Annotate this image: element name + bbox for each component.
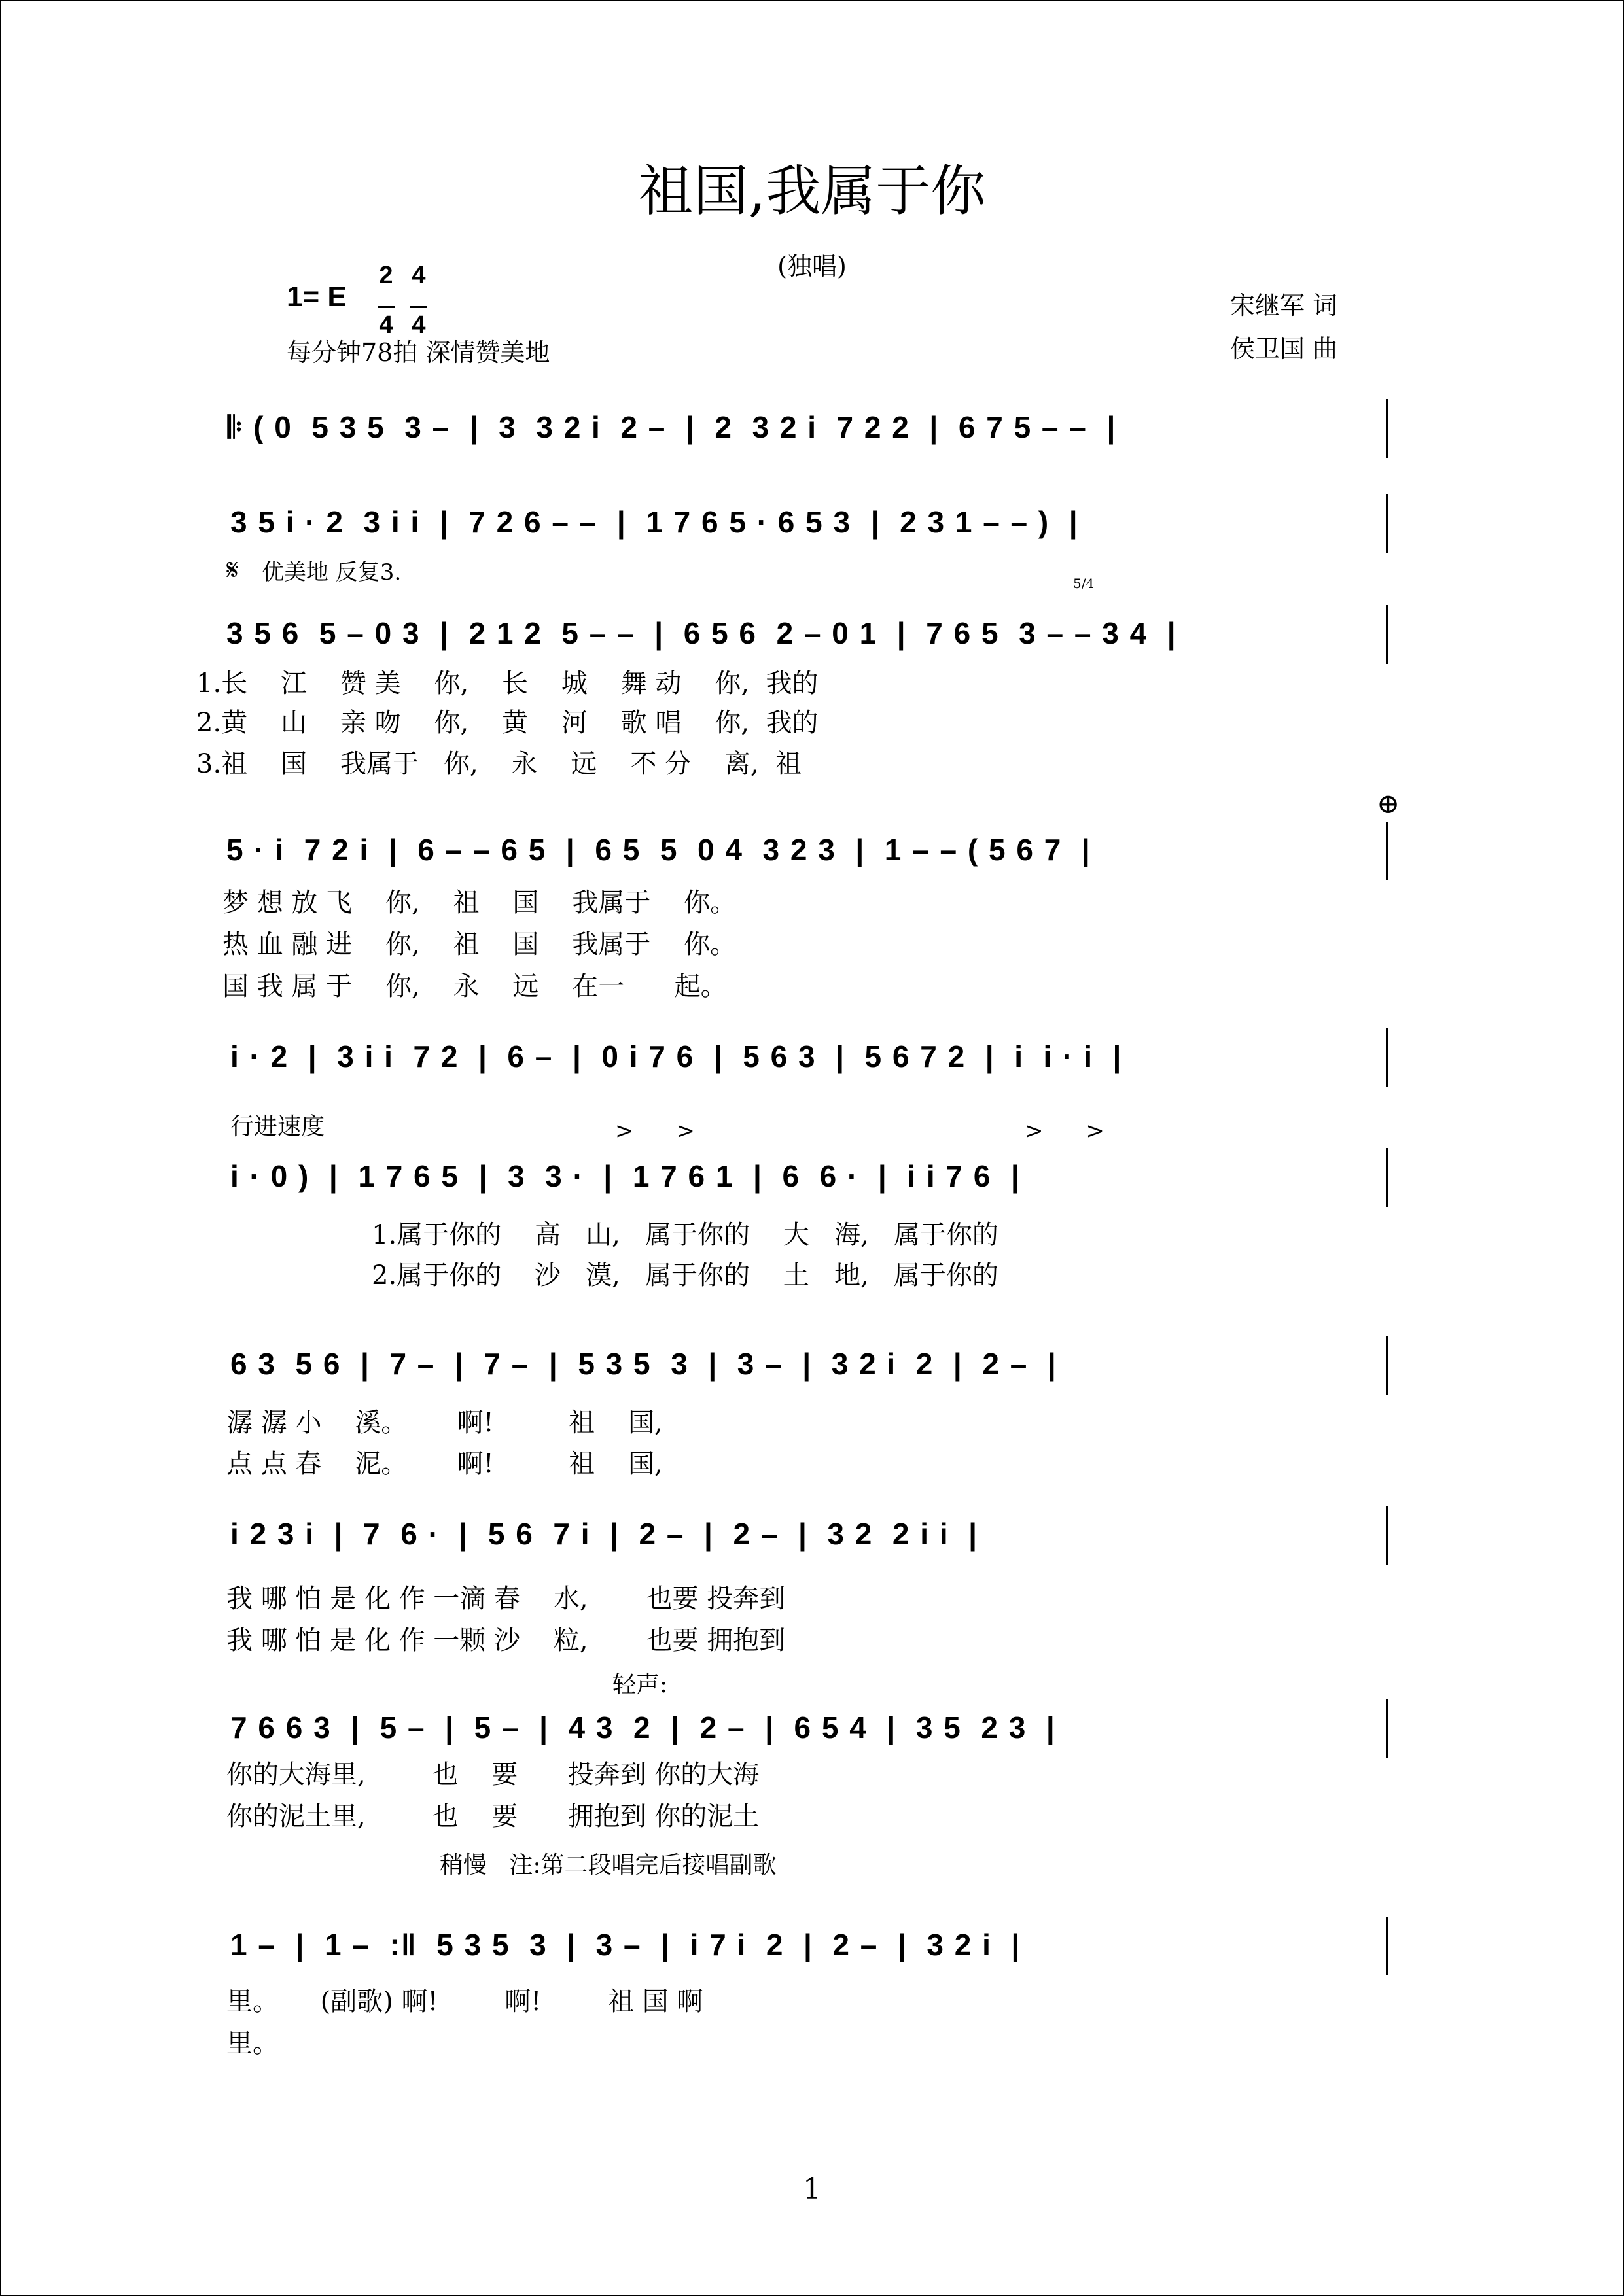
barline (1386, 605, 1388, 664)
subtitle: (独唱) (777, 252, 847, 281)
marching-tempo-marking: 行进速度 (230, 1113, 325, 1140)
time-change-marking: 5/4 (1073, 576, 1095, 591)
system-6-lyrics-2: 2.属于你的 沙 漠, 属于你的 土 地, 属于你的 (372, 1261, 998, 1291)
system-8-lyrics-2: 我 哪 怕 是 化 作 一颗 沙 粒, 也要 拥抱到 (226, 1626, 786, 1656)
system-8-lyrics-1: 我 哪 怕 是 化 作 一滴 春 水, 也要 投奔到 (226, 1584, 786, 1614)
barline (1386, 1148, 1388, 1207)
time-signature-second: 4 4 (406, 263, 432, 338)
barline (1386, 1699, 1388, 1758)
tempo-marking: 每分钟78拍 深情赞美地 (287, 338, 550, 367)
system-3-lyrics-2: 2.黄 山 亲 吻 你, 黄 河 歌 唱 你, 我的 (196, 708, 819, 738)
barline (1386, 1917, 1388, 1975)
page-number: 1 (803, 2172, 821, 2206)
barline (1386, 1028, 1388, 1087)
system-9-lyrics-2: 你的泥土里, 也 要 拥抱到 你的泥土 (226, 1801, 760, 1832)
system-3-lyrics-3: 3.祖 国 我属于 你, 永 远 不 分 离, 祖 (196, 749, 802, 779)
system-10-lyrics-1: 里。 (副歌) 啊! 啊! 祖 国 啊 (226, 1987, 703, 2017)
segno-annotation: 优美地 反复3. (262, 559, 402, 585)
system-3-notes: 3 5 6 5 – 0 3 | 2 1 2 5 – – | 6 5 6 2 – 0 1 | 7 6 5 3 – – 3 4 | (226, 616, 1177, 650)
lyricist-credit: 宋继军 词 (1230, 291, 1338, 320)
system-2-notes: 3 5 i · 2 3 i i | 7 2 6 – – | 1 7 6 5 · 6 5 3 | 2 3 1 – – ) | (230, 505, 1079, 539)
composer-credit: 侯卫国 曲 (1230, 334, 1338, 363)
softly-marking: 轻声: (612, 1671, 668, 1698)
barline (1386, 494, 1388, 553)
system-5-notes: i · 2 | 3 i i 7 2 | 6 – | 0 i 7 6 | 5 6 3 | 5 6 7 2 | i i · i | (230, 1039, 1123, 1073)
system-9-notes: 7 6 6 3 | 5 – | 5 – | 4 3 2 | 2 – | 6 5 4 | 3 5 2 3 | (230, 1711, 1056, 1745)
barline (1386, 1336, 1388, 1395)
barline (1386, 1506, 1388, 1565)
system-3-lyrics-1: 1.长 江 赞 美 你, 长 城 舞 动 你, 我的 (196, 669, 819, 699)
segno-icon: 𝄋 (226, 553, 239, 587)
system-1-notes: 𝄆 ( 0 5 3 5 3 – | 3 3 2 i 2 – | 2 3 2 i 7 2 2 | 6 7 5 – – | (228, 410, 1117, 444)
barline (1386, 822, 1388, 880)
system-9-lyrics-1: 你的大海里, 也 要 投奔到 你的大海 (226, 1760, 760, 1790)
system-6-notes: i · 0 ) | 1 7 6 5 | 3 3 · | 1 7 6 1 | 6 6 · | i i 7 6 | (230, 1159, 1021, 1193)
system-7-lyrics-1: 潺 潺 小 溪。 啊! 祖 国, (226, 1408, 663, 1438)
performance-note: 稍慢 注:第二段唱完后接唱副歌 (440, 1852, 777, 1879)
key-signature: 1= E (287, 281, 347, 313)
system-7-notes: 6 3 5 6 | 7 – | 7 – | 5 3 5 3 | 3 – | 3 2 i 2 | 2 – | (230, 1347, 1057, 1381)
system-4-lyrics-1: 梦 想 放 飞 你, 祖 国 我属于 你。 (222, 888, 737, 918)
system-6-lyrics-1: 1.属于你的 高 山, 属于你的 大 海, 属于你的 (372, 1220, 998, 1250)
accent-marks: > > (1025, 1118, 1104, 1144)
time-signature-first: 2 4 (373, 263, 399, 338)
system-4-lyrics-2: 热 血 融 进 你, 祖 国 我属于 你。 (222, 930, 737, 960)
system-7-lyrics-2: 点 点 春 泥。 啊! 祖 国, (226, 1449, 663, 1479)
system-10-notes: 1 – | 1 – :‖ 5 3 5 3 | 3 – | i 7 i 2 | 2 – | 3 2 i | (230, 1928, 1021, 1962)
system-4-lyrics-3: 国 我 属 于 你, 永 远 在一 起。 (222, 971, 727, 1001)
system-4-notes: 5 · i 7 2 i | 6 – – 6 5 | 6 5 5 0 4 3 2 3 | 1 – – ( 5 6 7 | (226, 833, 1091, 867)
system-10-lyrics-2: 里。 (226, 2028, 279, 2059)
accent-marks: > > (615, 1118, 695, 1144)
page-title: 祖国,我属于你 (638, 159, 986, 223)
system-8-notes: i 2 3 i | 7 6 · | 5 6 7 i | 2 – | 2 – | 3 2 2 i i | (230, 1517, 979, 1551)
coda-icon: ⊕ (1377, 788, 1400, 820)
barline (1386, 399, 1388, 458)
